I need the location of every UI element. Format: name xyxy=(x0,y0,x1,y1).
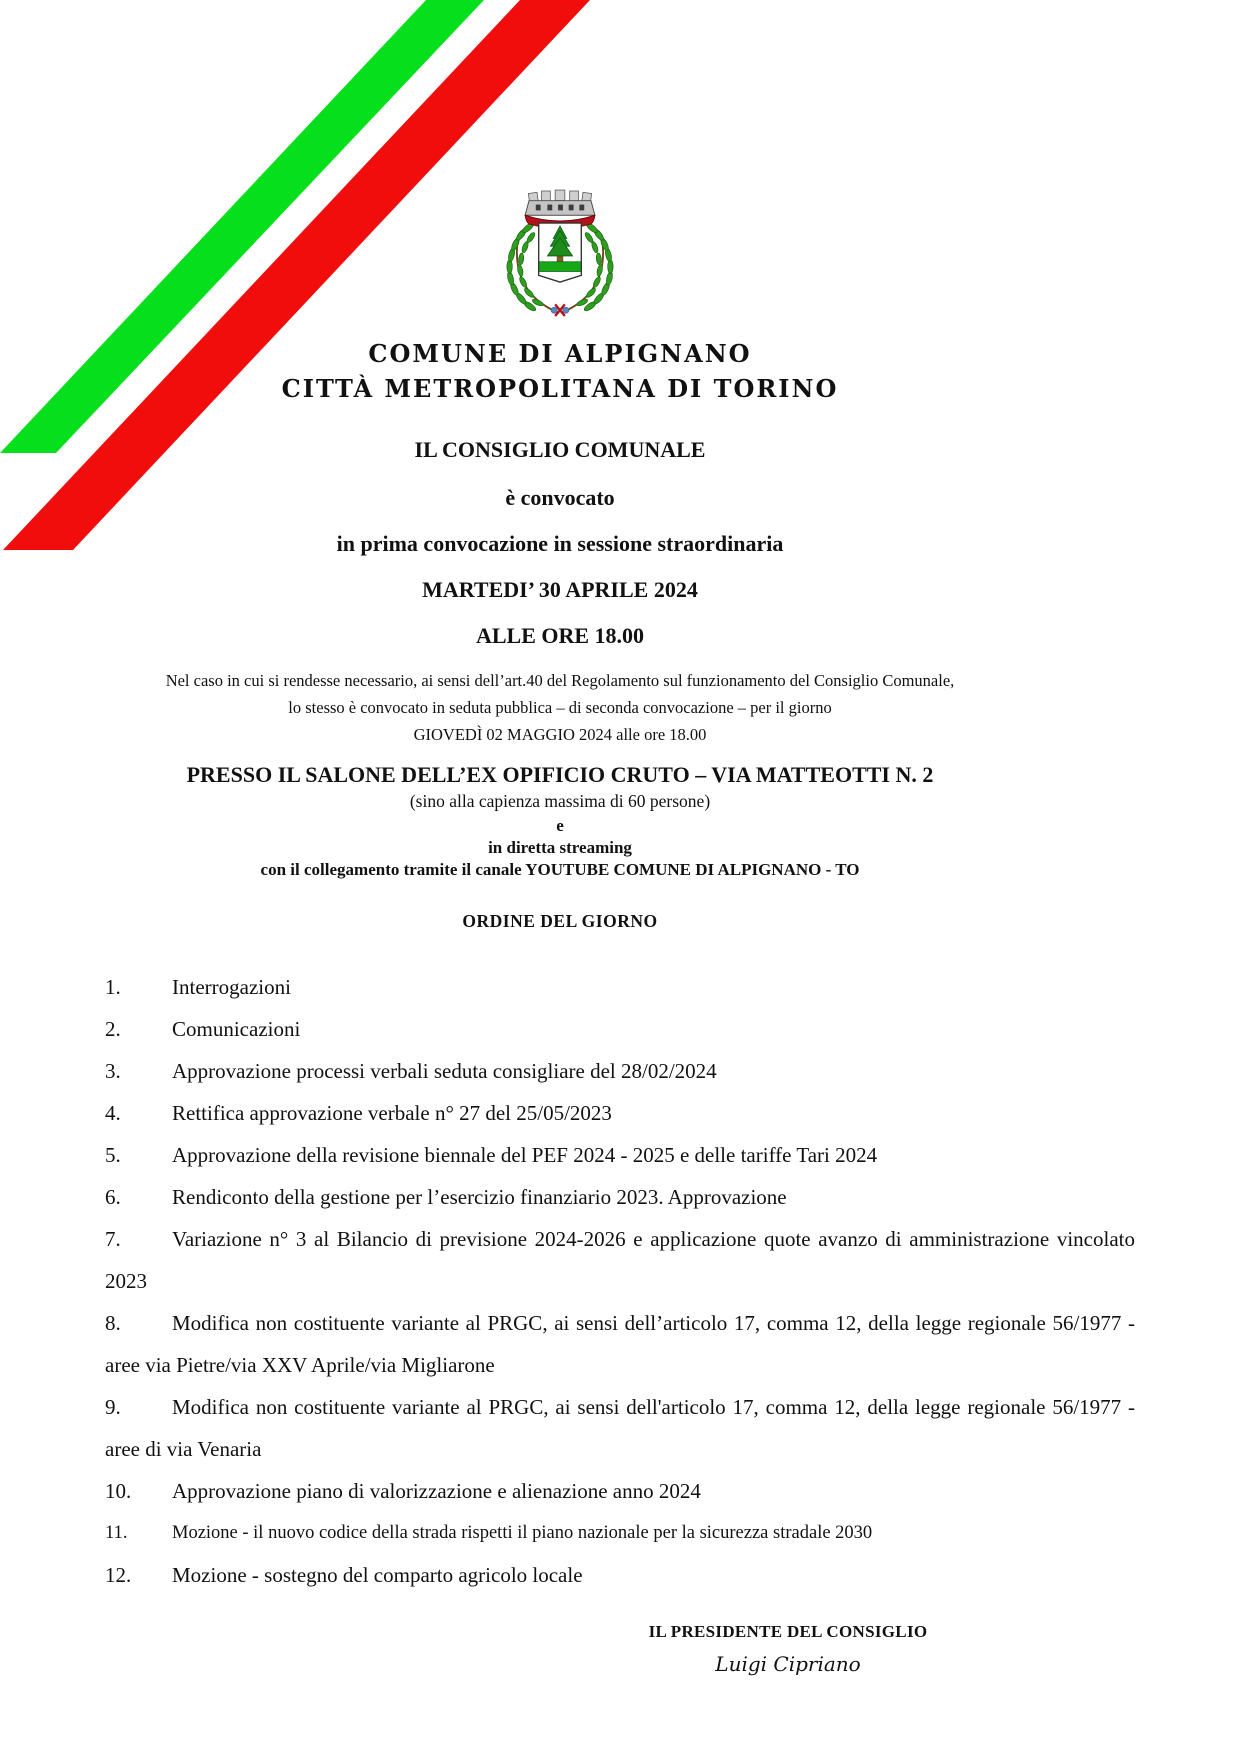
meeting-time: ALLE ORE 18.00 xyxy=(475,623,645,648)
agenda-item-text: Modifica non costituente variante al PRGC, ai sensi dell’articolo 17, comma 12, della legge regionale 56/1977 - aree via Pietre/via XXV Aprile/via Migliarone xyxy=(105,1311,1135,1377)
signer-role: IL PRESIDENTE DEL CONSIGLIO xyxy=(648,1622,928,1641)
agenda-item xyxy=(105,1512,1135,1554)
agenda-list xyxy=(105,966,1135,1596)
agenda-item-number: 12. xyxy=(105,1563,132,1587)
agenda-item xyxy=(105,1134,1135,1176)
agenda-item xyxy=(105,1218,1135,1302)
flag-green-stripe xyxy=(0,0,484,453)
municipality-title: COMUNE DI ALPIGNANO xyxy=(368,339,752,368)
agenda-item xyxy=(105,1554,1135,1596)
session-line: in prima convocazione in sessione straordinaria xyxy=(336,531,784,556)
agenda-item-number: 1. xyxy=(105,975,121,999)
italian-flag-ribbon xyxy=(0,0,640,580)
agenda-title: ORDINE DEL GIORNO xyxy=(462,911,658,931)
agenda-item-text: Rettifica approvazione verbale n° 27 del 25/05/2023 xyxy=(172,1101,612,1125)
agenda-item-text: Comunicazioni xyxy=(172,1017,301,1041)
agenda-item-text: Modifica non costituente variante al PRGC, ai sensi dell'articolo 17, comma 12, della legge regionale 56/1977 - aree di via Venaria xyxy=(105,1395,1135,1461)
agenda-item-text: Approvazione piano di valorizzazione e alienazione anno 2024 xyxy=(172,1479,701,1503)
second-call-line-3: GIOVEDÌ 02 MAGGIO 2024 alle ore 18.00 xyxy=(413,725,707,744)
agenda-item-text: Rendiconto della gestione per l’esercizio finanziario 2023. Approvazione xyxy=(172,1185,787,1209)
province-title: CITTÀ METROPOLITANA DI TORINO xyxy=(281,374,839,403)
second-call-line-2: lo stesso è convocato in seduta pubblica – di seconda convocazione – per il giorno xyxy=(288,698,832,717)
second-call-paragraph xyxy=(0,667,1120,748)
agenda-item-number: 4. xyxy=(105,1101,121,1125)
streaming-line: in diretta streaming xyxy=(488,838,632,857)
agenda-item-number: 9. xyxy=(105,1395,121,1419)
agenda-item-number: 2. xyxy=(105,1017,121,1041)
convened-line: è convocato xyxy=(505,485,615,510)
and-line: e xyxy=(556,816,564,835)
agenda-item-number: 11. xyxy=(105,1523,128,1543)
signer-name: Luigi Cipriano xyxy=(715,1652,861,1676)
agenda-item xyxy=(105,1092,1135,1134)
venue-line: PRESSO IL SALONE DELL’EX OPIFICIO CRUTO – VIA MATTEOTTI N. 2 xyxy=(186,762,934,787)
council-heading: IL CONSIGLIO COMUNALE xyxy=(414,437,706,462)
agenda-item-text: Mozione - sostegno del comparto agricolo locale xyxy=(172,1563,583,1587)
agenda-item-text: Approvazione processi verbali seduta consigliare del 28/02/2024 xyxy=(172,1059,717,1083)
meeting-date: MARTEDI’ 30 APRILE 2024 xyxy=(422,577,698,602)
agenda-item-text: Variazione n° 3 al Bilancio di previsione 2024-2026 e applicazione quote avanzo di amministrazione vincolato 2023 xyxy=(105,1227,1135,1293)
agenda-item xyxy=(105,1302,1135,1386)
agenda-item-number: 6. xyxy=(105,1185,121,1209)
agenda-item-number: 8. xyxy=(105,1311,121,1335)
agenda-item-text: Approvazione della revisione biennale del PEF 2024 - 2025 e delle tariffe Tari 2024 xyxy=(172,1143,878,1167)
agenda-item-text: Mozione - il nuovo codice della strada rispetti il piano nazionale per la sicurezza stradale 2030 xyxy=(172,1523,873,1543)
agenda-item-text: Interrogazioni xyxy=(172,975,291,999)
youtube-line: con il collegamento tramite il canale YOUTUBE COMUNE DI ALPIGNANO - TO xyxy=(260,860,860,879)
capacity-line: (sino alla capienza massima di 60 persone) xyxy=(409,791,711,811)
agenda-item xyxy=(105,1176,1135,1218)
agenda-item xyxy=(105,966,1135,1008)
agenda-item xyxy=(105,1470,1135,1512)
agenda-item-number: 3. xyxy=(105,1059,121,1083)
signature-block xyxy=(618,1622,958,1676)
second-call-line-1: Nel caso in cui si rendesse necessario, ai sensi dell’art.40 del Regolamento sul funzionamento del Consiglio Comunale, xyxy=(165,671,955,690)
agenda-item xyxy=(105,1386,1135,1470)
agenda-item-number: 5. xyxy=(105,1143,121,1167)
agenda-item xyxy=(105,1050,1135,1092)
agenda-item-number: 10. xyxy=(105,1479,132,1503)
flag-red-stripe xyxy=(3,0,590,550)
agenda-item-number: 7. xyxy=(105,1227,121,1251)
agenda-item xyxy=(105,1008,1135,1050)
